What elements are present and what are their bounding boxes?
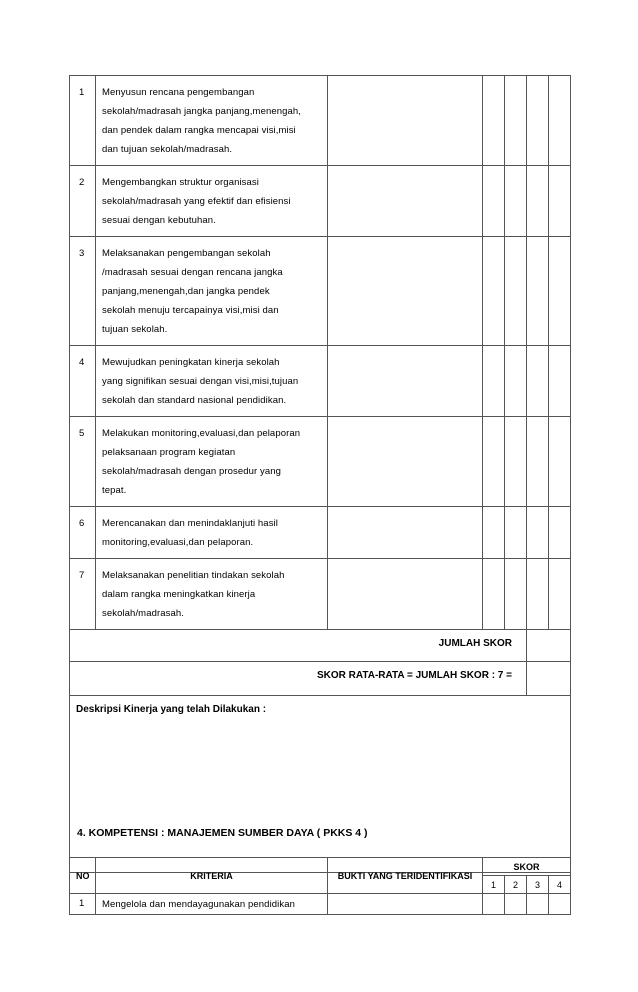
score-cell[interactable] <box>505 166 527 237</box>
row-number: 5 <box>70 417 96 507</box>
skor-col-4: 4 <box>549 876 571 894</box>
row-criteria <box>96 76 328 166</box>
row-criteria <box>96 237 328 346</box>
criteria-line: yang signifikan sesuai dengan visi,misi,tujuan <box>102 376 299 387</box>
criteria-line: sekolah/madrasah jangka panjang,menengah, <box>102 106 301 117</box>
criteria-line: tepat. <box>102 485 127 496</box>
criteria-line: dan pendek dalam rangka mencapai visi,misi <box>102 125 296 136</box>
score-cell[interactable] <box>549 166 571 237</box>
row-criteria <box>96 346 328 417</box>
criteria-row <box>70 346 571 417</box>
criteria-line: sekolah/madrasah yang efektif dan efisiensi <box>102 196 291 207</box>
criteria-line: Melakukan monitoring,evaluasi,dan pelaporan <box>102 428 301 439</box>
score-cell[interactable] <box>483 346 505 417</box>
row-criteria <box>96 417 328 507</box>
criteria-line: dalam rangka meningkatkan kinerja <box>102 589 256 600</box>
row-number: 6 <box>70 507 96 559</box>
score-cell[interactable] <box>549 559 571 630</box>
score-cell[interactable] <box>549 346 571 417</box>
score-cell[interactable] <box>527 76 549 166</box>
score-cell[interactable] <box>527 166 549 237</box>
score-cell[interactable] <box>483 559 505 630</box>
score-cell[interactable] <box>505 507 527 559</box>
criteria-row <box>70 166 571 237</box>
skor-col-3: 3 <box>527 876 549 894</box>
criteria-row <box>70 559 571 630</box>
skor-col-1: 1 <box>483 876 505 894</box>
score-cell[interactable] <box>549 507 571 559</box>
score-cell[interactable] <box>527 894 549 915</box>
criteria-line: sekolah/madrasah. <box>102 608 184 619</box>
score-cell[interactable] <box>505 894 527 915</box>
section-4-table <box>69 857 571 915</box>
criteria-line: Melaksanakan penelitian tindakan sekolah <box>102 570 285 581</box>
criteria-line: /madrasah sesuai dengan rencana jangka <box>102 267 283 278</box>
criteria-line: Merencanakan dan menindaklanjuti hasil <box>102 518 278 529</box>
row-criteria: Mengelola dan mendayagunakan pendidikan <box>96 894 328 915</box>
criteria-row <box>70 237 571 346</box>
bukti-cell[interactable] <box>328 237 483 346</box>
score-cell[interactable] <box>483 76 505 166</box>
bukti-cell[interactable] <box>328 894 483 915</box>
header-no: NO <box>70 858 96 894</box>
criteria-row <box>70 507 571 559</box>
score-cell[interactable] <box>505 346 527 417</box>
criteria-line: sekolah/madrasah dengan prosedur yang <box>102 466 282 477</box>
row-number: 1 <box>70 894 96 915</box>
row-number: 7 <box>70 559 96 630</box>
row-number: 4 <box>70 346 96 417</box>
deskripsi-box[interactable] <box>70 696 571 873</box>
score-cell[interactable] <box>527 346 549 417</box>
score-cell[interactable] <box>483 894 505 915</box>
score-cell[interactable] <box>527 417 549 507</box>
jumlah-skor-value[interactable] <box>527 630 571 662</box>
score-cell[interactable] <box>505 237 527 346</box>
row-number: 1 <box>70 76 96 166</box>
criteria-line: Melaksanakan pengembangan sekolah <box>102 248 271 259</box>
criteria-line: monitoring,evaluasi,dan pelaporan. <box>102 537 254 548</box>
criteria-line: panjang,menengah,dan jangka pendek <box>102 286 270 297</box>
row-number: 2 <box>70 166 96 237</box>
header-kriteria: KRITERIA <box>96 858 328 894</box>
criteria-line: sesuai dengan kebutuhan. <box>102 215 216 226</box>
jumlah-skor-label: JUMLAH SKOR <box>70 630 527 662</box>
skor-col-2: 2 <box>505 876 527 894</box>
bukti-cell[interactable] <box>328 559 483 630</box>
row-number: 3 <box>70 237 96 346</box>
header-bukti: BUKTI YANG TERIDENTIFIKASI <box>328 858 483 894</box>
skor-rata-label: SKOR RATA-RATA = JUMLAH SKOR : 7 = <box>70 662 527 696</box>
score-cell[interactable] <box>483 166 505 237</box>
header-skor: SKOR <box>483 858 571 876</box>
score-cell[interactable] <box>483 237 505 346</box>
skor-rata-value[interactable] <box>527 662 571 696</box>
criteria-line: tujuan sekolah. <box>102 324 168 335</box>
criteria-line: Mengembangkan struktur organisasi <box>102 177 259 188</box>
score-cell[interactable] <box>483 507 505 559</box>
score-cell[interactable] <box>505 417 527 507</box>
bukti-cell[interactable] <box>328 417 483 507</box>
criteria-line: sekolah dan standard nasional pendidikan. <box>102 395 287 406</box>
criteria-table <box>69 75 571 873</box>
row-criteria <box>96 507 328 559</box>
score-cell[interactable] <box>549 417 571 507</box>
criteria-row <box>70 417 571 507</box>
score-cell[interactable] <box>527 507 549 559</box>
deskripsi-label: Deskripsi Kinerja yang telah Dilakukan : <box>76 704 267 715</box>
criteria-line: Menyusun rencana pengembangan <box>102 87 255 98</box>
criteria-line: Mewujudkan peningkatan kinerja sekolah <box>102 357 280 368</box>
score-cell[interactable] <box>549 237 571 346</box>
section-4-heading: 4. KOMPETENSI : MANAJEMEN SUMBER DAYA ( PKKS 4 ) <box>77 827 368 839</box>
bukti-cell[interactable] <box>328 346 483 417</box>
row-criteria <box>96 166 328 237</box>
score-cell[interactable] <box>527 559 549 630</box>
bukti-cell[interactable] <box>328 76 483 166</box>
score-cell[interactable] <box>549 894 571 915</box>
score-cell[interactable] <box>505 76 527 166</box>
row-criteria <box>96 559 328 630</box>
score-cell[interactable] <box>505 559 527 630</box>
bukti-cell[interactable] <box>328 507 483 559</box>
score-cell[interactable] <box>483 417 505 507</box>
criteria-line: sekolah menuju tercapainya visi,misi dan <box>102 305 279 316</box>
score-cell[interactable] <box>549 76 571 166</box>
criteria-line: pelaksanaan program kegiatan <box>102 447 236 458</box>
criteria-line: dan tujuan sekolah/madrasah. <box>102 144 233 155</box>
score-cell[interactable] <box>527 237 549 346</box>
bukti-cell[interactable] <box>328 166 483 237</box>
criteria-row <box>70 76 571 166</box>
